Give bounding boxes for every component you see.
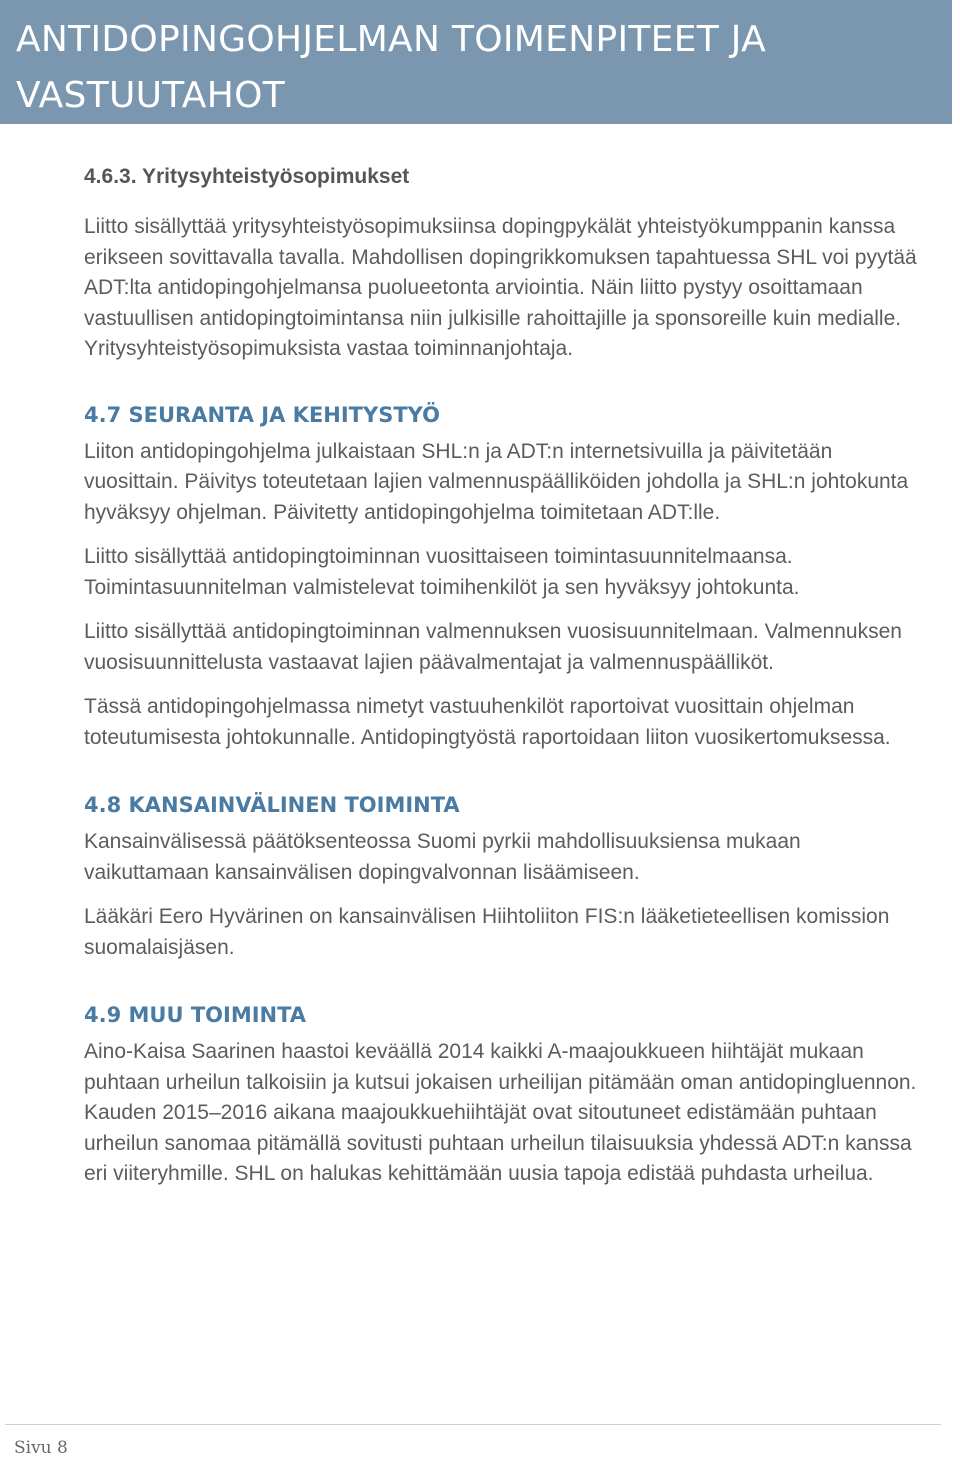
section-heading-seuranta: 4.7 SEURANTA JA KEHITYSTYÖ (84, 402, 440, 427)
title-banner (0, 0, 952, 124)
section-heading-muu-toiminta: 4.9 MUU TOIMINTA (84, 1003, 307, 1027)
section-4-8 (84, 791, 924, 963)
document-body (84, 162, 924, 1204)
paragraph: Aino-Kaisa Saarinen haastoi keväällä 2014 kaikki A-maajoukkueen hiihtäjät mukaan puhtaan urheilun talkoisiin ja kutsui jokaisen urheilijan pitämään oman antidopingluennon. Kauden 2015–2016 aikana maajoukkuehiihtäjät ovat sitoutuneet edistämään puhtaan urheilun sanomaa pitämällä sovitusti puhtaan urheilun tilaisuuksia yhdessä ADT:n kanssa eri viiteryhmille. SHL on halukas kehittämään uusia tapoja edistää puhdasta urheilua. (84, 1040, 917, 1185)
paragraph: Kansainvälisessä päätöksenteossa Suomi pyrkii mahdollisuuksiensa mukaan vaikuttamaan kansainvälisen dopingvalvonnan lisäämiseen. (84, 830, 801, 884)
section-4-7 (84, 401, 924, 754)
paragraph: Liitto sisällyttää yritysyhteistyösopimuksiinsa dopingpykälät yhteistyökumppanin kanssa erikseen sovittavalla tavalla. Mahdollisen dopingrikkomuksen tapahtuessa SHL voi pyytää ADT:lta antidopingohjelmansa puolueetonta arviointia. Näin liitto pystyy osoittamaan vastuullisen antidopingtoimintansa niin julkisille rahoittajille ja sponsoreille kuin medialle. Yritysyhteistyösopimuksista vastaa toiminnanjohtaja. (84, 215, 917, 360)
subheading-yritysyhteistyosopimukset: 4.6.3. Yritysyhteistyösopimukset (84, 165, 410, 188)
paragraph: Liitto sisällyttää antidopingtoiminnan vuosittaiseen toimintasuunnitelmaansa. Toimintasuunnitelman valmistelevat toimihenkilöt ja sen hyväksyy johtokunta. (84, 545, 800, 599)
section-4-9 (84, 1001, 924, 1190)
paragraph: Lääkäri Eero Hyvärinen on kansainvälisen Hiihtoliiton FIS:n lääketieteellisen komission suomalaisjäsen. (84, 905, 890, 959)
footer-divider (5, 1424, 941, 1425)
page-number: Sivu 8 (14, 1438, 68, 1458)
paragraph: Liitto sisällyttää antidopingtoiminnan valmennuksen vuosisuunnitelmaan. Valmennuksen vuosisuunnittelusta vastaavat lajien päävalmentajat ja valmennuspäälliköt. (84, 620, 902, 674)
paragraph: Liiton antidopingohjelma julkaistaan SHL:n ja ADT:n internetsivuilla ja päivitetään vuosittain. Päivitys toteutetaan lajien valmennuspäälliköiden johdolla ja SHL:n johtokunta hyväksyy ohjelman. Päivitetty antidopingohjelma toimitetaan ADT:lle. (84, 439, 909, 524)
section-4-6-3 (84, 162, 924, 365)
page-title-line-2: VASTUUTAHOT (16, 75, 286, 116)
paragraph: Tässä antidopingohjelmassa nimetyt vastuuhenkilöt raportoivat vuosittain ohjelman toteutumisesta johtokunnalle. Antidopingtyöstä raportoidaan liiton vuosikertomuksessa. (84, 695, 891, 749)
page-title-line-1: ANTIDOPINGOHJELMAN TOIMENPITEET JA (16, 19, 766, 60)
section-heading-kansainvalinen: 4.8 KANSAINVÄLINEN TOIMINTA (84, 793, 460, 817)
